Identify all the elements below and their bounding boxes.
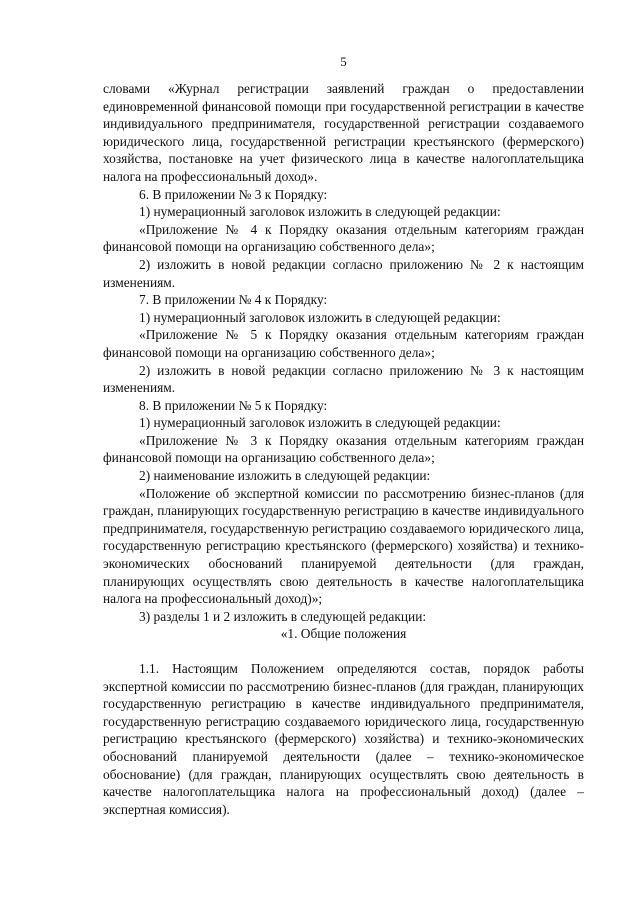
item-6-heading: 6. В приложении № 3 к Порядку: (139, 186, 328, 202)
item-8-quote: «Приложение № 3 к Порядку оказания отдельным категориям граждан финансовой помощи на организацию собственного дела»; (103, 432, 584, 466)
item-7-sub-2: 2) изложить в новой редакции согласно приложению № 3 к настоящим изменениям. (103, 362, 584, 396)
item-8-sub-2: 2) наименование изложить в следующей редакции: (139, 468, 431, 484)
clause-1-1: 1.1. Настоящим Положением определяются состав, порядок работы экспертной комиссии по рассмотрению бизнес-планов (для граждан, планирующих государственную регистрацию в качестве индивидуального предпринимателя, государственную регистрацию создаваемого юридического лица, государственную регистрацию крестьянского (фермерского) хозяйства) и технико-экономических обоснований планируемой деятельности (далее – технико-экономическое обоснование) (для граждан, планирующих осуществлять свою деятельность в качестве налогоплательщика налога на профессиональный доход) (далее – экспертная комиссия). (103, 661, 584, 817)
item-6-sub-1: 1) нумерационный заголовок изложить в следующей редакции: (139, 204, 501, 220)
section-1-title: «1. Общие положения (280, 626, 407, 642)
item-7-sub-1: 1) нумерационный заголовок изложить в следующей редакции: (139, 309, 501, 325)
document-body (103, 80, 584, 818)
item-7-quote: «Приложение № 5 к Порядку оказания отдельным категориям граждан финансовой помощи на организацию собственного дела»; (103, 327, 584, 360)
page-number: 5 (340, 54, 347, 69)
paragraph-continuation: словами «Журнал регистрации заявлений граждан о предоставлении единовременной финансовой помощи при государственной регистрации в качестве индивидуального предпринимателя, государственной регистрации создаваемого юридического лица, государственной регистрации крестьянского (фермерского) хозяйства, постановке на учет физического лица в качестве налогоплательщика налога на профессиональный доход». (103, 81, 584, 184)
item-6-quote: «Приложение № 4 к Порядку оказания отдельным категориям граждан финансовой помощи на организацию собственного дела»; (103, 221, 584, 255)
item-8-sub-3: 3) разделы 1 и 2 изложить в следующей редакции: (139, 608, 427, 624)
blank-line (103, 643, 584, 660)
item-8-title-quote: «Положение об экспертной комиссии по рассмотрению бизнес-планов (для граждан, планирующих государственную регистрацию в качестве индивидуального предпринимателя, государственную регистрацию создаваемого юридического лица, государственную регистрацию крестьянского (фермерского) хозяйства) и технико-экономических обоснований планируемой деятельности (для граждан, планирующих осуществлять свою деятельность в качестве налогоплательщика налога на профессиональный доход)»; (103, 485, 584, 607)
item-8-heading: 8. В приложении № 5 к Порядку: (139, 397, 328, 413)
item-7-heading: 7. В приложении № 4 к Порядку: (139, 292, 328, 308)
item-6-sub-2: 2) изложить в новой редакции согласно приложению № 2 к настоящим изменениям. (103, 256, 584, 290)
item-8-sub-1: 1) нумерационный заголовок изложить в следующей редакции: (139, 415, 501, 431)
